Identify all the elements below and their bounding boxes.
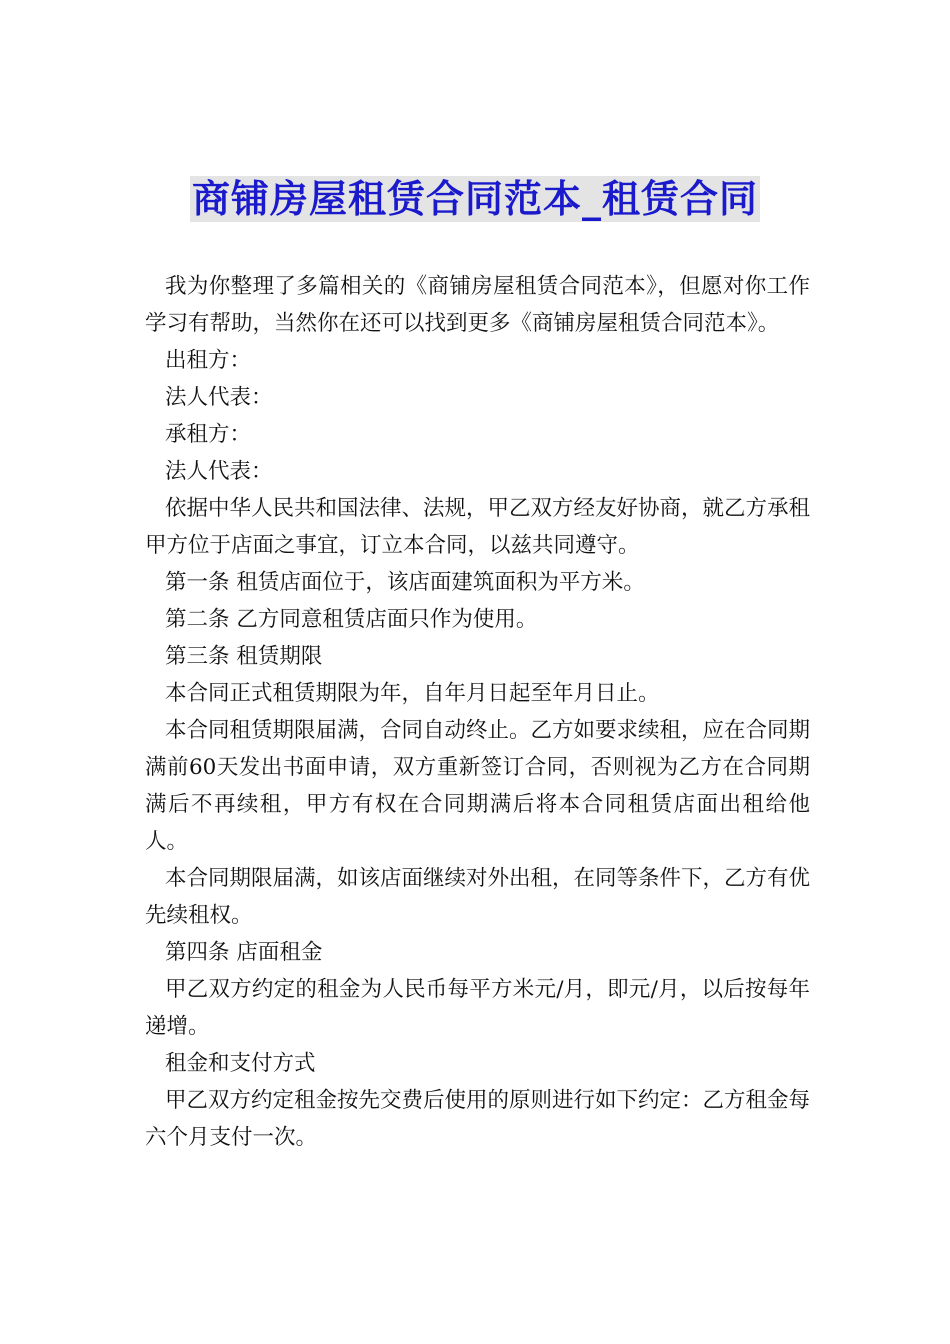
paragraph-article-3-heading: 第三条 租赁期限	[165, 644, 323, 669]
paragraph-article-1: 第一条 租赁店面位于，该店面建筑面积为平方米。	[165, 570, 645, 595]
paragraph-payment-terms: 甲乙双方约定租金按先交费后使用的原则进行如下约定：乙方租金每六个月支付一次。	[145, 1088, 811, 1150]
paragraph-lessee: 承租方：	[165, 422, 252, 447]
paragraph-rent-amount: 甲乙双方约定的租金为人民币每平方米元/月，即元/月，以后按每年递增。	[145, 977, 810, 1039]
paragraph-preamble: 依据中华人民共和国法律、法规，甲乙双方经友好协商，就乙方承租甲方位于店面之事宜，订立本合同，以兹共同遵守。	[145, 496, 811, 558]
paragraph-lessor: 出租方：	[165, 348, 252, 373]
paragraph-article-2: 第二条 乙方同意租赁店面只作为使用。	[165, 607, 538, 632]
paragraph-payment-heading: 租金和支付方式	[165, 1051, 316, 1076]
paragraph-lease-term: 本合同正式租赁期限为年，自年月日起至年月日止。	[165, 681, 660, 706]
title-container	[0, 176, 950, 222]
paragraph-priority-renewal: 本合同期限届满，如该店面继续对外出租，在同等条件下，乙方有优先续租权。	[145, 866, 811, 928]
document-body	[145, 268, 810, 1156]
paragraph-renewal: 本合同租赁期限届满，合同自动终止。乙方如要求续租，应在合同期满前60天发出书面申请，双方重新签订合同，否则视为乙方在合同期满后不再续租，甲方有权在合同期满后将本合同租赁店面出租给他人。	[145, 718, 811, 854]
document-title: 商铺房屋租赁合同范本_租赁合同	[191, 177, 758, 221]
paragraph-article-4-heading: 第四条 店面租金	[165, 940, 323, 965]
paragraph-intro: 我为你整理了多篇相关的《商铺房屋租赁合同范本》，但愿对你工作学习有帮助，当然你在还可以找到更多《商铺房屋租赁合同范本》。	[145, 274, 810, 336]
paragraph-lessee-legal-rep: 法人代表：	[165, 459, 273, 484]
paragraph-lessor-legal-rep: 法人代表：	[165, 385, 273, 410]
